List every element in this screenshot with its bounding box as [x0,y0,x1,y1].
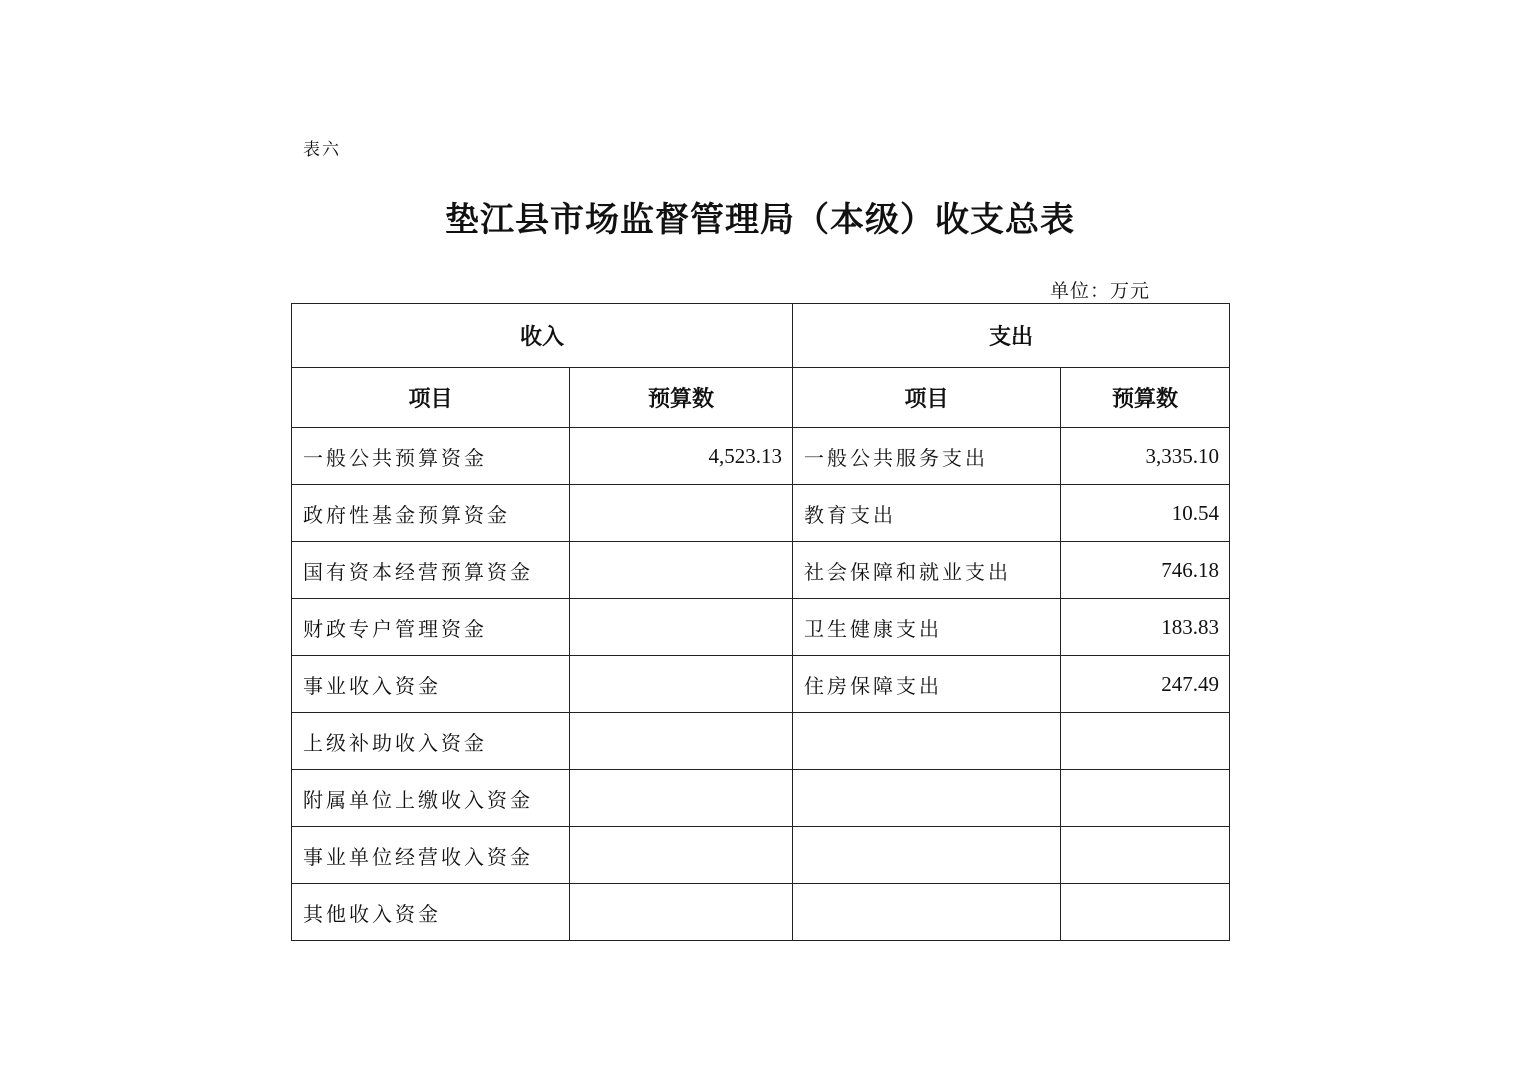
income-item: 附属单位上缴收入资金 [292,770,570,827]
income-amount [570,770,793,827]
column-header-row [292,368,1230,428]
expense-amount [1061,713,1230,770]
income-item: 国有资本经营预算资金 [292,542,570,599]
income-amount [570,485,793,542]
income-amount [570,884,793,941]
table-row [292,542,1230,599]
table-row [292,485,1230,542]
income-amount [570,827,793,884]
expense-amount [1061,827,1230,884]
income-amount [570,599,793,656]
table-row [292,827,1230,884]
income-item: 事业收入资金 [292,656,570,713]
expense-item: 社会保障和就业支出 [793,542,1061,599]
income-amount [570,713,793,770]
income-item: 事业单位经营收入资金 [292,827,570,884]
table-row [292,713,1230,770]
expense-header: 支出 [793,304,1230,368]
expense-amount [1061,770,1230,827]
expense-item-header: 项目 [793,368,1061,428]
expense-amount: 183.83 [1061,599,1230,656]
expense-item: 一般公共服务支出 [793,428,1061,485]
expense-item: 教育支出 [793,485,1061,542]
expense-amount: 10.54 [1061,485,1230,542]
table-row [292,770,1230,827]
group-header-row [292,304,1230,368]
expense-item [793,713,1061,770]
income-item: 一般公共预算资金 [292,428,570,485]
income-item-header: 项目 [292,368,570,428]
table-row [292,656,1230,713]
expense-item: 卫生健康支出 [793,599,1061,656]
expense-item [793,827,1061,884]
budget-summary-table [291,303,1230,941]
expense-amount: 3,335.10 [1061,428,1230,485]
income-item: 政府性基金预算资金 [292,485,570,542]
income-amount [570,542,793,599]
table-row [292,599,1230,656]
income-amount-header: 预算数 [570,368,793,428]
expense-item [793,884,1061,941]
income-item: 其他收入资金 [292,884,570,941]
income-header: 收入 [292,304,793,368]
table-row [292,428,1230,485]
expense-amount: 247.49 [1061,656,1230,713]
expense-amount-header: 预算数 [1061,368,1230,428]
expense-amount: 746.18 [1061,542,1230,599]
expense-item: 住房保障支出 [793,656,1061,713]
expense-item [793,770,1061,827]
unit-label: 单位：万元 [1050,280,1151,302]
income-amount [570,656,793,713]
expense-amount [1061,884,1230,941]
page-title: 垫江县市场监督管理局（本级）收支总表 [445,200,1075,240]
income-item: 财政专户管理资金 [292,599,570,656]
table-row [292,884,1230,941]
table-label: 表六 [303,140,341,160]
income-item: 上级补助收入资金 [292,713,570,770]
income-amount: 4,523.13 [570,428,793,485]
